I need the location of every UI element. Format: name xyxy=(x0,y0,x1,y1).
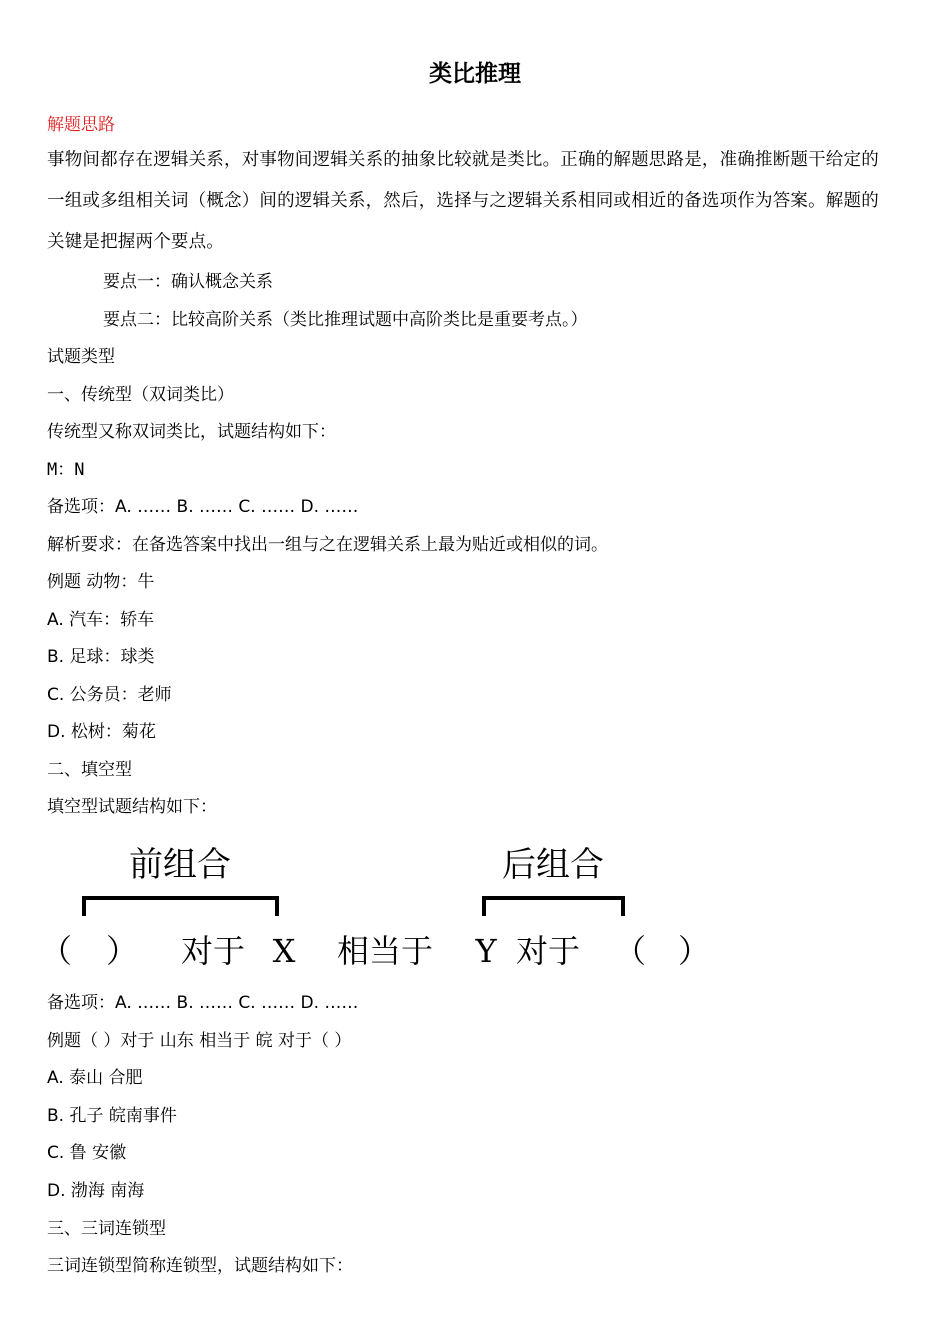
type3-description: 三词连锁型简称连锁型，试题结构如下： xyxy=(47,1256,353,1276)
type1-analysis: 解析要求：在备选答案中找出一组与之在逻辑关系上最为贴近或相似的词。 xyxy=(47,535,608,555)
type2-choice-a: A. 泰山 合肥 xyxy=(47,1068,143,1088)
type1-choice-b: B. 足球：球类 xyxy=(47,647,155,667)
type1-options-line: 备选项：A. …… B. …… C. …… D. …… xyxy=(47,497,359,517)
type1-heading: 一、传统型（双词类比） xyxy=(47,385,234,405)
front-group-label: 前组合 xyxy=(129,845,231,885)
type1-choice-d: D. 松树：菊花 xyxy=(47,722,156,742)
blank-close-paren-1: ） xyxy=(105,932,139,970)
type2-description: 填空型试题结构如下： xyxy=(47,797,217,817)
blank-open-paren-2: （ xyxy=(613,932,647,970)
type2-options-line: 备选项：A. …… B. …… C. …… D. …… xyxy=(47,993,359,1013)
variable-y: Y xyxy=(475,932,497,970)
word-xiangdangyu: 相当于 xyxy=(336,932,434,970)
type2-choice-b: B. 孔子 皖南事件 xyxy=(47,1106,177,1126)
document-title: 类比推理 xyxy=(429,61,521,87)
type1-choice-a: A. 汽车：轿车 xyxy=(47,610,155,630)
type1-choice-c: C. 公务员：老师 xyxy=(47,685,172,705)
intro-paragraph: 事物间都存在逻辑关系，对事物间逻辑关系的抽象比较就是类比。正确的解题思路是，准确推断题干给定的一组或多组相关词（概念）间的逻辑关系，然后，选择与之逻辑关系相同或相近的备选项作为答案。解题的关键是把握两个要点。 xyxy=(47,150,879,252)
word-duiyu-1: 对于 xyxy=(180,932,246,970)
blank-open-paren-1: （ xyxy=(39,932,73,970)
key-point-2: 要点二：比较高阶关系（类比推理试题中高阶类比是重要考点。） xyxy=(103,310,588,330)
key-point-1: 要点一：确认概念关系 xyxy=(103,272,273,292)
type1-structure: M：N xyxy=(47,460,85,480)
type1-description: 传统型又称双词类比，试题结构如下： xyxy=(47,422,336,442)
type2-choice-d: D. 渤海 南海 xyxy=(47,1181,145,1201)
back-group-label: 后组合 xyxy=(502,845,604,885)
question-types-heading: 试题类型 xyxy=(47,347,115,367)
fill-in-structure-diagram xyxy=(0,830,950,980)
type3-heading: 三、三词连锁型 xyxy=(47,1219,166,1239)
type2-example: 例题（ ）对于 山东 相当于 皖 对于（ ） xyxy=(47,1031,352,1051)
type2-heading: 二、填空型 xyxy=(47,760,132,780)
front-group-bracket xyxy=(84,898,277,916)
type2-choice-c: C. 鲁 安徽 xyxy=(47,1143,127,1163)
blank-close-paren-2: ） xyxy=(677,932,711,970)
section-heading-solution-approach: 解题思路 xyxy=(47,115,115,135)
variable-x: X xyxy=(272,932,296,970)
back-group-bracket xyxy=(484,898,623,916)
word-duiyu-2: 对于 xyxy=(515,932,581,970)
type1-example: 例题 动物：牛 xyxy=(47,572,155,592)
